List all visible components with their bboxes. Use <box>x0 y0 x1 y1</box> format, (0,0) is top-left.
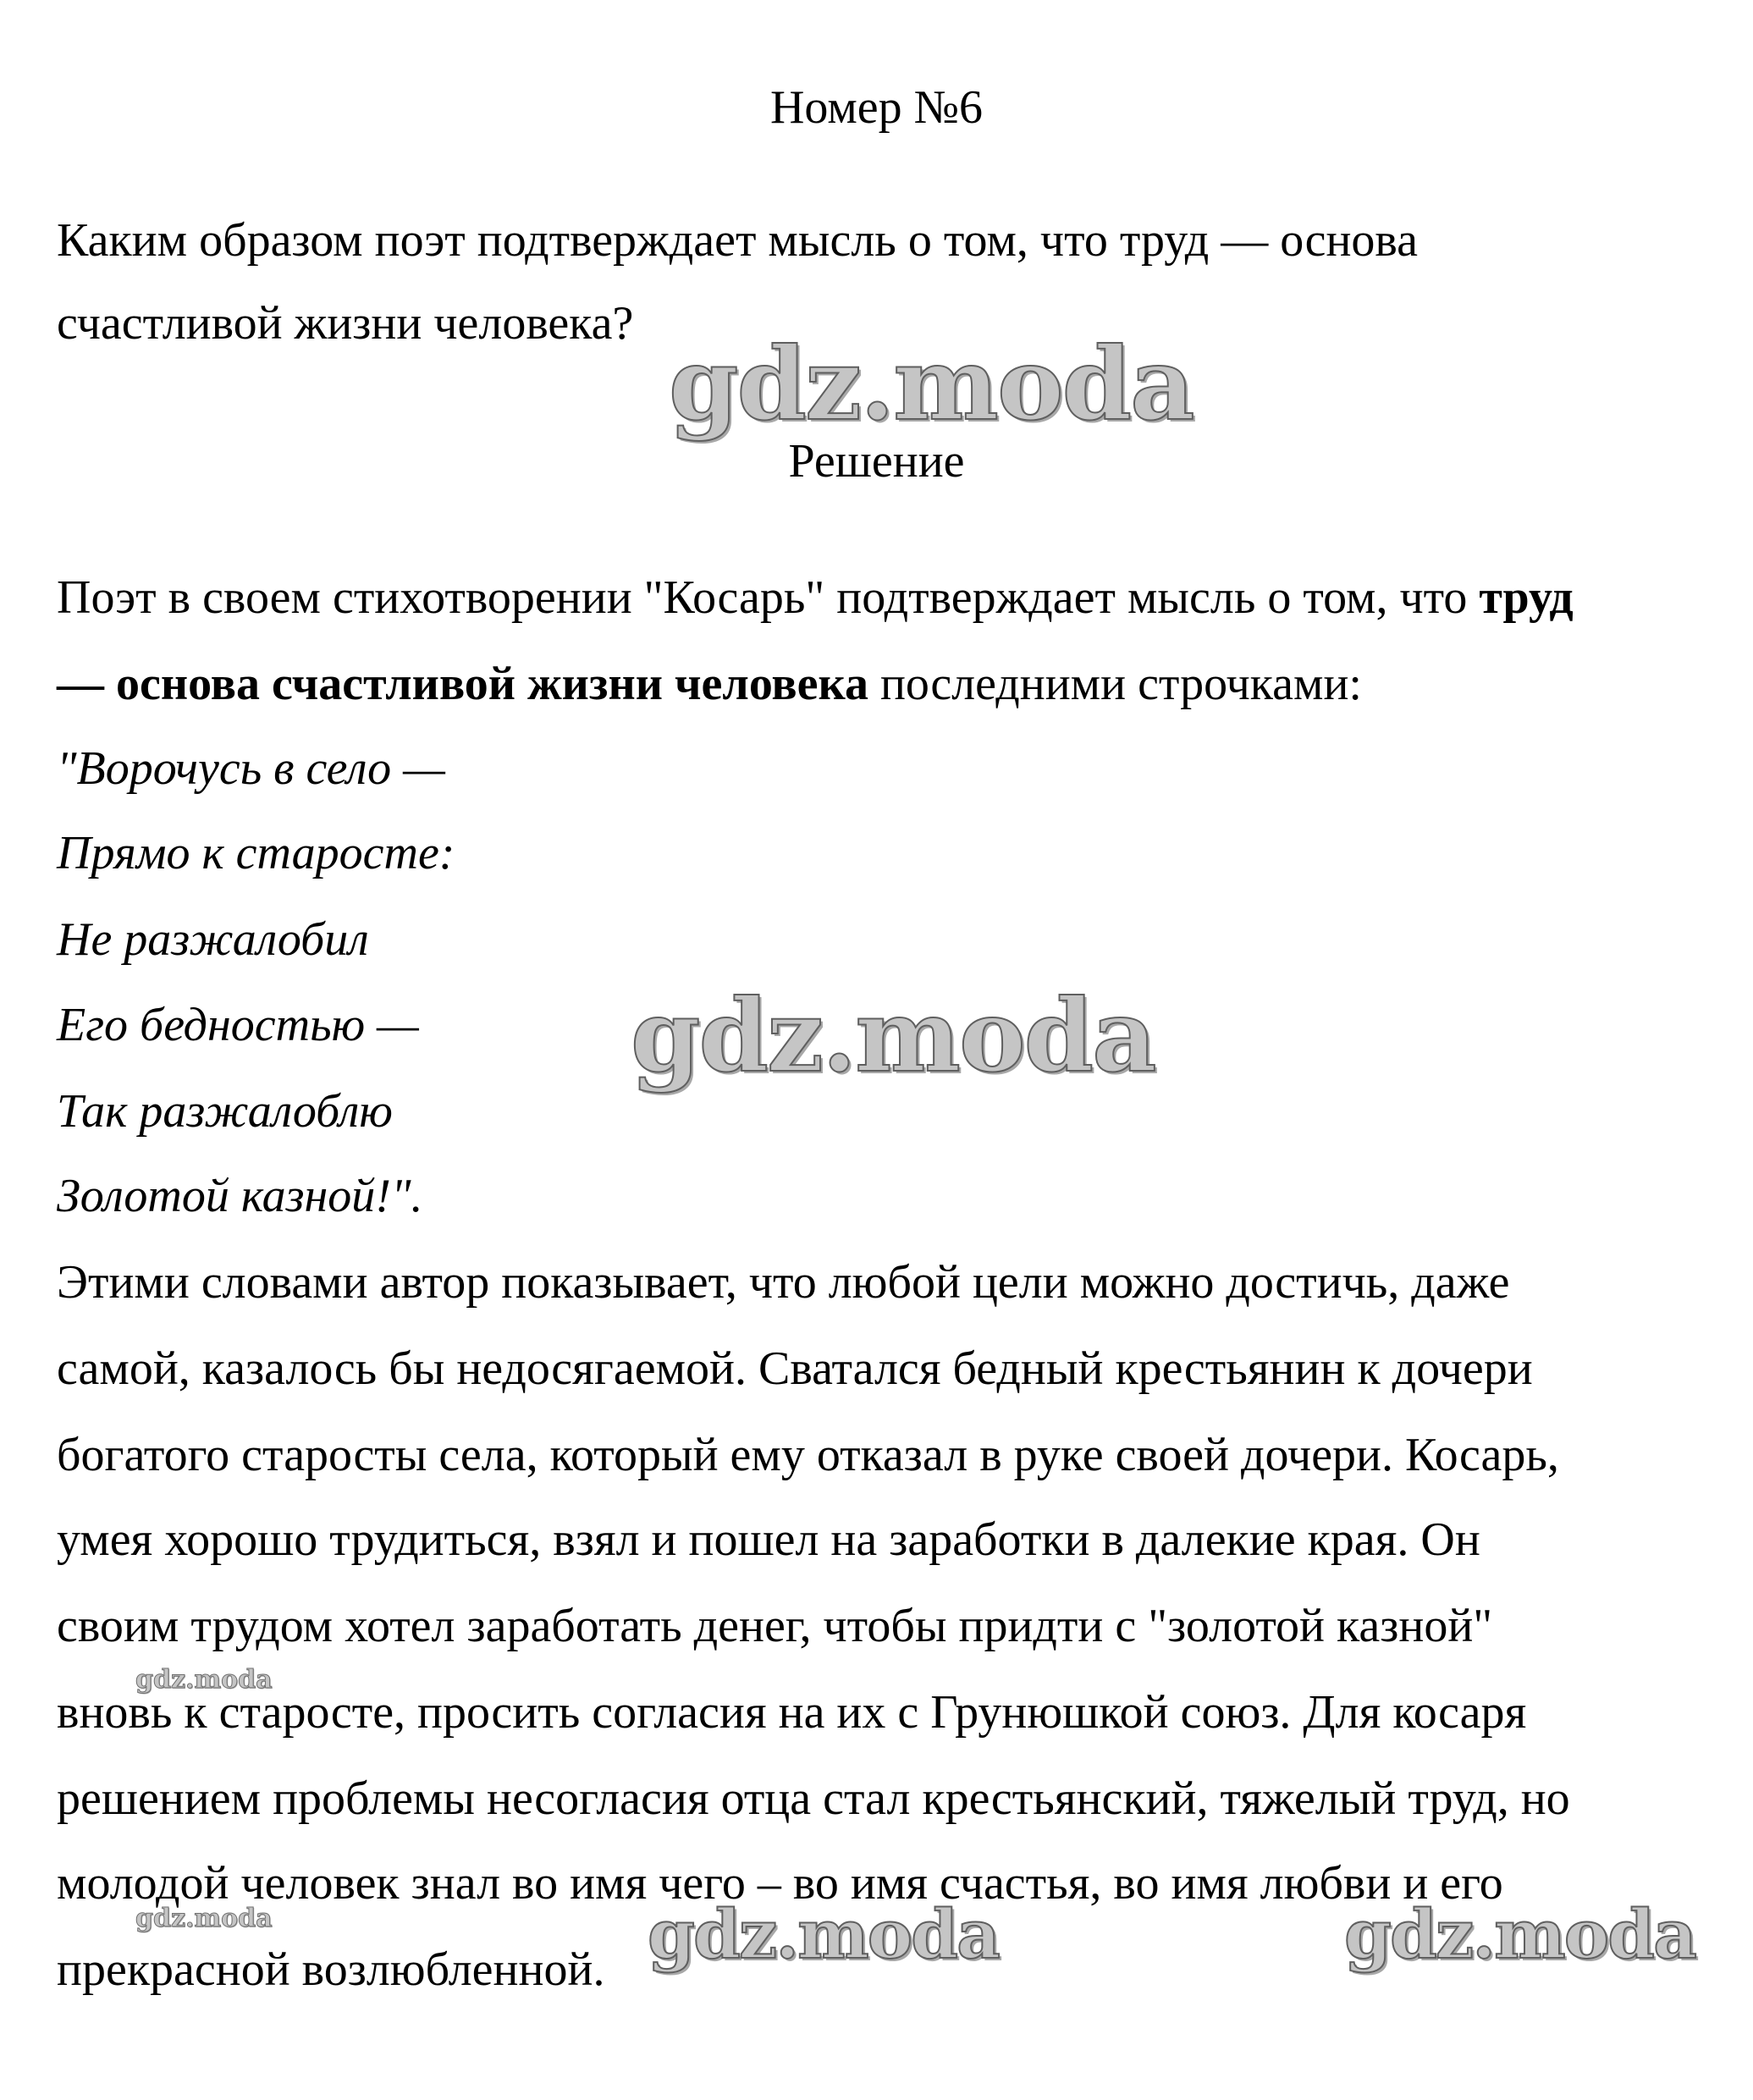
watermark-small: gdz.moda <box>135 1665 273 1695</box>
explanation-line: прекрасной возлюбленной. <box>57 1943 605 1996</box>
page-title: Номер №6 <box>769 81 984 134</box>
explanation-line: вновь к старосте, просить согласия на их с Грунюшкой союз. Для косаря <box>57 1686 1527 1739</box>
question-line: счастливой жизни человека? <box>57 297 634 350</box>
poem-line: Золотой казной!". <box>57 1170 423 1222</box>
explanation-line: самой, казалось бы недосягаемой. Сватался бедный крестьянин к дочери <box>57 1342 1533 1395</box>
poem-line: Так разжалоблю <box>57 1085 393 1138</box>
watermark: gdz.moda <box>631 977 1155 1094</box>
watermark: gdz.moda <box>669 325 1193 443</box>
explanation-line: своим трудом хотел заработать денег, чтобы придти с "золотой казной" <box>57 1600 1493 1652</box>
answer-text: последними строчками: <box>868 658 1362 710</box>
explanation-line: решением проблемы несогласия отца стал крестьянский, тяжелый труд, но <box>57 1772 1570 1825</box>
poem-line: "Ворочусь в село — <box>57 742 445 795</box>
watermark: gdz.moda <box>1344 1894 1695 1974</box>
question-line: Каким образом поэт подтверждает мысль о том, что труд — основа <box>57 214 1418 267</box>
poem-line: Его бедностью — <box>57 999 419 1051</box>
answer-line <box>57 642 1362 726</box>
poem-line: Не разжалобил <box>57 913 369 966</box>
answer-bold-text: — основа счастливой жизни человека <box>57 658 868 710</box>
watermark-small: gdz.moda <box>135 1904 273 1933</box>
answer-text: Поэт в своем стихотворении "Косарь" подтверждает мысль о том, что <box>57 571 1480 624</box>
answer-line <box>57 555 1574 640</box>
explanation-line: Этими словами автор показывает, что любой цели можно достичь, даже <box>57 1256 1510 1309</box>
poem-line: Прямо к старосте: <box>57 827 455 879</box>
explanation-line: молодой человек знал во имя чего – во имя счастья, во имя любви и его <box>57 1857 1503 1910</box>
answer-bold-text: труд <box>1479 571 1574 624</box>
explanation-line: богатого старосты села, который ему отказал в руке своей дочери. Косарь, <box>57 1429 1559 1481</box>
watermark: gdz.moda <box>648 1894 999 1974</box>
solution-heading: Решение <box>788 435 965 488</box>
explanation-line: умея хорошо трудиться, взял и пошел на заработки в далекие края. Он <box>57 1513 1480 1566</box>
